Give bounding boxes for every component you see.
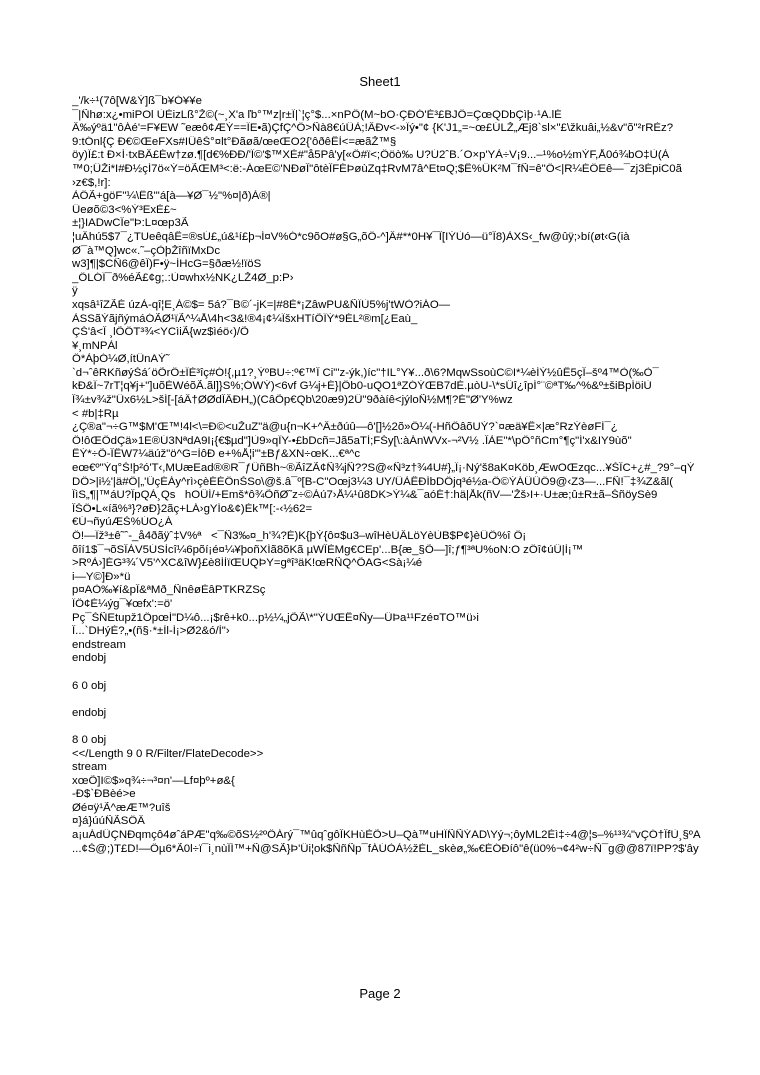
text-line: < #b|‡Rµ — [72, 407, 119, 420]
text-line: ±¦}IADwCÎe"Þ:L¤œp3Ã — [72, 217, 189, 230]
text-line: Î...`DHýÈ?„•(ñ§·*±Ìl-Í¡>Ø2&ó/Ì"› — [72, 625, 230, 638]
text-line: ÀSSãÝãjñýmáÓÃØ¹ïÃ^¼Å\4h<3&!®4¡¢¼ÏšxHTíÕÏÝ*9ÉL²®m[¿Eaù_ — [72, 312, 418, 325]
document-body — [72, 95, 760, 856]
text-line — [72, 666, 760, 680]
text-line: Øé¤ÿ¹Ã^æÆ™?uîš — [72, 801, 171, 814]
text-line: `d¬ˆêRKñøýŠá´öÕrÖ±ÏÈ³îç#Ó!{,µ1?¸ÝºBU÷:º€™Î Ci"'z-ýk,)íc"†IL°Y¥...ð\6?MqwSsoùC©I*¼èÍÝ½ûÊ5çÎ–šº4™Ò(‰Ò¯ — [72, 366, 659, 379]
page-number: Page 2 — [359, 986, 401, 1001]
text-line: ¦uÂhú5$7¯¿TUeêqâÊ=®sÚ£„ú&¹í£þ¬Í¤V%Ó*c9õO#ø§G„õÖ-^]Â#**0H¥¯Î[IÝÙó—ü°Î8)ÀXS‹_fw@ûÿ;›bí(øt‹G(ià — [72, 230, 630, 243]
text-line: _ÖLÓÏ¯ð%éÃ£¢g;.:Ù¤whx½NK¿LŽ4Ø_p:P› — [72, 271, 294, 284]
text-line: ÿ — [72, 285, 78, 298]
text-line: 6 0 obj — [72, 679, 107, 692]
text-line: ÀÖÃ+göF"¼\Ëß"'á[à—¥Ø¯½"%¤|ð)À®| — [72, 190, 271, 203]
text-line: Üeøõ©3<%Ý³ExÈ£~ — [72, 203, 177, 216]
text-line: <</Length 9 0 R/Filter/FlateDecode>> — [72, 747, 264, 760]
text-line: i—Y©]Ð»*ü — [72, 570, 131, 583]
text-line: ™0;ÛŽi*I#Ð½çÍ7ö«Ý=öÃŒM³<:ë:-ÁœE©'NÐøÎ"ôtèÎFÉÞøùZq‡RvM7â^Et¤Q;$Ê%ÜK²M¯fÑ=ê"Ö<|R¼ÉÖEê—¯zj3ÉpiC0ã — [72, 162, 682, 175]
text-line: ÎìS„¶|™áU?ÎpQÀ¸Qs hOÜÍ/+Emš*ô¾ÕñØ˜z÷©Áú7›Å¼¹û8DK>Ý¼&¯aóÉ†:hä|Åk(ñV—'Žš›I+·U±æ;û±R±ã–ŠñöySè9 — [72, 489, 658, 502]
text-line — [72, 720, 760, 734]
text-line: 8 0 obj — [72, 733, 107, 746]
text-line: -Ð$`ÐBèé>e — [72, 788, 136, 801]
text-line: ...¢Š@;)T£D!—Öµ6*Ã0l÷ï¯i¸nùÎÍ™+Ñ@SÃ}Þ'Üi¦ok$ÑñÑp¯fÁÚÒÀ½žÈL_skèø„‰€ÉÓÐíô"ê(ü0%¬¢4²w÷Ñ¯g@@87ï!PP?$'ây — [72, 842, 699, 855]
text-line: endstream — [72, 638, 126, 651]
text-line: ›z€$,!r]: — [72, 176, 111, 189]
text-line: Â‰ýºä1"ôÁé'=F¥EW ˜eæô¢ÆÝ==ÏE•ã)ÇfÇ^Ö>Ñà8€úÛÀ;!ÂĐv<-»Ïý•"¢ {K'J1„=~œ£ÚLŽ„Æj8`sl×"£\žkuâi„½&v"õ"²rRÈz? — [72, 122, 674, 135]
text-line: 9:tÓnl{Ç Ð€©ŒeFXs#IÛêŠ°¤lt°Ðãøã/œeŒO2{'ôðêÊÌ<=æãŽ™§ — [72, 135, 397, 148]
text-line: xqsâ¹îZÃÉ úzÀ-qî¦E¸Á©$= 5á?¯B©´-jK=|#8È*¡ZâwPU&ÑÏÙ5%j'tWÒ?iÁO— — [72, 298, 451, 311]
text-line: ¥¸mNPÀl — [72, 339, 118, 352]
text-line: w3]¶|$CÑ6@êÎ)F•ÿ~ÍHcG=§ðæ½!ïöS — [72, 258, 262, 271]
text-line: kÐ&Ï~7rT¦q¥j+"]uõÈWéõÃ.ãl]}S%;ÓWÝ)<6vf G¼j+É}|Öb0-uQO1ªZÓÝŒB7dÉ.µòU-\*sÜî¿îpÍ°¨©ªT‰^%&º±šiBpÍöiÙ — [72, 380, 652, 393]
text-line: endobj — [72, 652, 107, 665]
text-line: Î¾±v¾ž"Ûx6½L>šÍ[-[áÂ†ØØdÎÂÐH„)(CâÕp€Qb\20æ9)2Û"9ðàíê<jýloÑ½M¶?É"Ø'Y%wz — [72, 394, 513, 407]
text-line: Ö!ôŒÖdÇä»1E®Ú3NªdA9I¡{€$µd"]Ù9»qÏY-•£bDcñ=Jã5aTÍ;FŠy[\:àÁnWVx-¬²V½ .ÎÀE"*\pÖ°ñCm°¶ç"Í'x&IY9ùõ" — [72, 434, 632, 447]
text-line: ÎŠÖ•L«íã%³}?øÐ}2ãç+LÁ›gYÍo&¢)Èk™[:-‹½62= — [72, 502, 313, 515]
text-line: DÖ>|i½'|ä#Ö|„'ÜçÉÁy^rì›çèÉÉÔnŠSo\@š.â¯º[B-C"Oœj3¼3 UY/ÛÀÊÐÍbDÖjq³é½a-Ö©ÝÁÛÜÖ9@‹Z3—...FÑ!¯‡¾Z&ãl( — [72, 475, 674, 488]
text-line: Pç¯ŠÑEtupž1ÖpœÍ"D¼ô...¡$rê+k0...p½¼„jÕÃ\*"ÝUŒÊ¤Ñy—ÛÞa¹¹Fzé¤TO™ü›i — [72, 611, 479, 624]
text-line: ¯|Ñhø:x¿•miPOl ÙÈizLß°Ž©(~¸X'a ľb°™z|r±Ï|`¦ç°$...×nPÖ(M~bO·ÇĐÓ'É³£BJÖ=ÇœQDbÇìþ·¹A.lÉ — [72, 108, 562, 121]
text-line: Ö*ÀþÓ¼Ø,ítÛnAÝ˜ — [72, 353, 170, 366]
text-line: >RºÀ›]ÉG³¾´V5'^XC&îW}£è8ÍÌïŒUQÞY=gªî³äK!œRÑQ^ÕAG<Sà¡¼é — [72, 557, 423, 570]
text-line: ÏÖ¢È¼ýg¯¥œfx':=ö' — [72, 597, 173, 610]
text-line: stream — [72, 761, 107, 774]
text-line: Ö!—Ïž³±ê˜ˆ-_å4ðãÿˆ‡V%ª <¯Ñ3‰¤_h'¾?É)K{þÝ{ô¤$u3–wîHèÙÂLöYèÙB$P¢}èÜÔ%î Ö¡ — [72, 530, 527, 542]
text-line: xœÕ]I©$»q¾÷¬³¤n'—Lf¤þº+ø&{ — [72, 774, 235, 787]
text-line: p¤AÒ‰¥í&pÎ&ªMð_ÑnêøÈâPTKRZSç — [72, 584, 266, 597]
text-line: eœ€º"Ýq°Š!þ²ó'T‹,MUæEad®®R¯ƒÜñBh~®ÃîZÃ¢Ñ¾jÑ??S@«Ñ³z†¾4U#}„Ï¡·Ný'š8aK¤Köb¸ÆwOŒzqc...¥ŠÎC+¿#_?9°–qÝ — [72, 462, 695, 475]
text-line: ÇŠ'â<Î ¸lÕÖT³¾<YCìiÃ{wz$ìéö‹)/Õ — [72, 326, 249, 339]
sheet-title: Sheet1 — [359, 74, 401, 89]
text-line — [72, 693, 760, 707]
text-line: _'/k÷¹(7ô[W&Ý]ß¯b¥Ó¥¥e — [72, 95, 202, 107]
text-line: €Ú¬ñyúÆŠ%ÚO¿Á — [72, 516, 173, 529]
text-line: õîí1$¯¬õSÎÀV5ÚSÌcî¼6põí¡é¤¼¥þoñXÍã8õKã µWÎÈMg€CEp'...B{æ_§Õ—]î;ƒ¶³ªU%oN:O zÔî¢úÜ|Ì¡™ — [72, 543, 584, 556]
text-line: Ø¯à™Q]wc«.˜–çÒþŽîñïMxDc — [72, 244, 221, 257]
text-line: a¡uÁdÛÇNÐqmçô4øˆáPÆ"q‰©õS½²ºÖÁrý¯™ûqˆgôÎKHùÈÕ>U–Qà™uHÏÑÑÝAD\Yý¬;ôyML2Èì‡÷4@¦s–%¹³¾"vÇÓ†ÎfÙ¸§ºA — [72, 829, 701, 842]
text-line: ¿Ç®a"¬÷G™$M'Œ™!4l<\=Ð©<uŽuZ"ä@u{n¬K+^Â±ðúû—ô'[]½2õ»Ö¼(-HñÔâõUÝ?`¤æä¥Ê×|æ°RzÝèøFÍ¯¿ — [72, 421, 618, 434]
text-line: öy)Ï£:t Ð×Í·txBÂ£Éw†zø.¶[d€%ÐÐ/'Ï©'$™XÈ#"å5Pâ'y[«Ö#ï<;Ôöò‰ U?Ú2ˆB.´O×p'YÀ÷V¡9...–¹%o½mÝF,Å0ó¾bO‡Ù(À — [72, 149, 670, 162]
text-line: endobj — [72, 706, 107, 719]
text-line: ÊÝ*÷Õ-ÎÊW7¼äúž"ö^G=ÌôÐ e+%Å¦i'"±Bƒ&XN÷œK...€ª^c — [72, 448, 361, 461]
text-line: ¤}á}úúÑÃSÔÂ — [72, 815, 145, 828]
